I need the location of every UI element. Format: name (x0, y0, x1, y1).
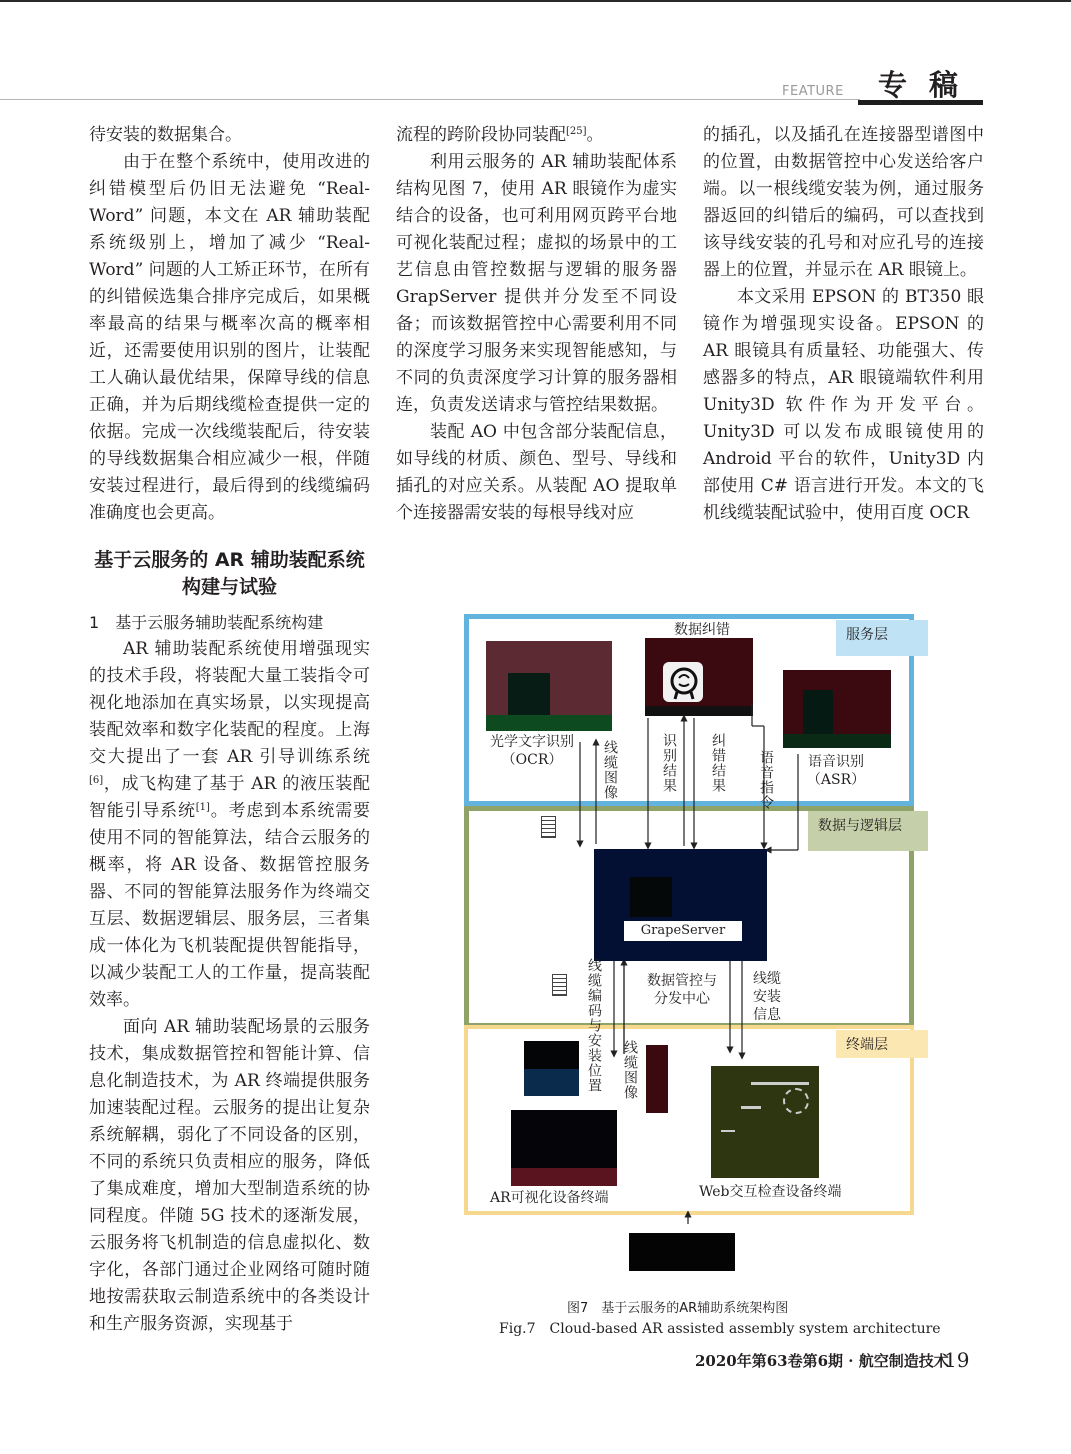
text-run: 。 (586, 125, 604, 145)
footer-journal: 2020年第63卷第6期 · 航空制造技术 (695, 1352, 949, 1370)
data-center-line2: 分发中心 (654, 991, 710, 1007)
text-column-2 (396, 122, 677, 527)
subsection-title (89, 609, 370, 636)
section-title: 基于云服务的 AR 辅助装配系统构建与试验 (94, 549, 365, 598)
logic-layer-label: 数据与逻辑层 (808, 811, 928, 851)
web-terminal-label: Web交互检查设备终端 (699, 1184, 842, 1200)
data-center-line1: 数据管控与 (647, 973, 717, 989)
data-correction-label: 数据纠错 (674, 622, 730, 638)
text-run: ，成飞构建了基于 AR 的液压装配智能引导系统 (89, 774, 370, 821)
paragraph: 由于在整个系统中，使用改进的纠错模型后仍旧无法避免 “Real-Word” 问题，本文在 AR 辅助装配系统级别上，增加了减少 “Real-Word” 问题的人工矫正环节，在所有的纠错候选集合排序完成后，如果概率最高的结果与概率次高的概率相近，还需要使用识别的图片，让装配工人确认最优结果，保障导线的信息正确，并为后期线缆检查提供一定的依据。完成一次线缆装配后，待安装的导线数据集合相应减少一根，伴随安装过程进行，最后得到的线缆编码准确度也会更高。 (89, 152, 370, 523)
data-center-label (638, 972, 726, 1008)
text-column-1 (89, 122, 370, 1338)
document-icon (552, 974, 567, 996)
ar-device-image (511, 1110, 617, 1186)
cable-photo-image (646, 1045, 668, 1113)
paragraph: 装配 AO 中包含部分装配信息，如导线的材质、颜色、型号、导线和插孔的对应关系。从装配 AO 提取单个连接器需安装的每根导线对应 (396, 422, 677, 523)
grape-server-image (594, 849, 767, 961)
cable-code-pos-label: 线缆编码与安装位置 (586, 958, 602, 1093)
operator-image (629, 1233, 735, 1271)
ocr-label-line2: （OCR） (501, 752, 563, 768)
cable-image-down-label: 线缆图像 (622, 1040, 638, 1100)
paragraph: 的插孔，以及插孔在连接器型谱图中的位置，由数据管控中心发送给客户端。以一根线缆安装为例，通过服务器返回的纠错后的编码，可以查找到该导线安装的孔号和对应孔号的连接器上的位置，并显示在 AR 眼镜上。 (703, 125, 984, 280)
correction-result-label: 纠错结果 (710, 733, 726, 793)
recognition-result-label: 识别结果 (661, 733, 677, 793)
paragraph: 利用云服务的 AR 辅助装配体系结构见图 7，使用 AR 眼镜作为虚实结合的设备，也可利用网页跨平台地可视化装配过程；虚拟的场景中的工艺信息由管控数据与逻辑的服务器 GrapServer 提供并分发至不同设备；而该数据管控中心需要利用不同的深度学习服务来实现智能感知，与不同的负责深度学习计算的服务器相连，负责发送请求与管控结果数据。 (396, 152, 677, 415)
header-feature: FEATURE (782, 84, 844, 99)
paragraph: 面向 AR 辅助装配场景的云服务技术，集成数据管控和智能计算、信息化制造技术，为 AR 终端提供服务加速装配过程。云服务的提出让复杂系统解耦，弱化了不同设备的区别，不同的系统只负责相应的服务，降低了集成难度，增加大型制造系统的协同程度。伴随 5G 技术的逐渐发展，云服务将飞机制造的信息虚拟化、数字化，各部门通过企业网络可随时随地按需获取云制造系统中的各类设计和生产服务资源，实现基于 (89, 1017, 370, 1334)
terminal-layer-label: 终端层 (836, 1030, 928, 1058)
gear-icon (783, 1088, 809, 1114)
text-column-3 (703, 122, 984, 527)
asr-label-line1: 语音识别 (808, 754, 864, 770)
paragraph (396, 122, 677, 149)
grape-server-label: GrapeServer (624, 921, 742, 941)
ar-glasses-image (524, 1041, 579, 1096)
paragraph: 待安装的数据集合。 (89, 125, 242, 145)
page-number: 19 (944, 1348, 970, 1372)
header-section: 专稿 (878, 68, 981, 102)
service-layer-label: 服务层 (836, 620, 928, 656)
subsection-number: 1 (89, 613, 100, 632)
paragraph (89, 636, 370, 1014)
citation[interactable]: [6] (89, 775, 104, 786)
subsection-text: 基于云服务辅助装配系统构建 (115, 613, 324, 632)
figure-caption-cn: 图7 基于云服务的AR辅助系统架构图 (567, 1301, 789, 1316)
cable-image-up-label: 线缆图像 (602, 740, 618, 800)
text-run: 。考虑到本系统需要使用不同的智能算法，结合云服务的概率，将 AR 设备、数据管控服务器、不同的智能算法服务作为终端交互层、数据逻辑层、服务层，三者集成一体化为飞机装配提供智能指导，以减少装配工人的工作量，提高装配效率。 (89, 801, 371, 1010)
text-run: AR 辅助装配系统使用增强现实的技术手段，将装配大量工装指令可视化地添加在真实场景，以实现提高装配效率和数字化装配的程度。上海交大提出了一套 AR 引导训练系统 (89, 639, 370, 767)
ar-terminal-label: AR可视化设备终端 (490, 1190, 609, 1206)
text-run: 流程的跨阶段协同装配 (396, 125, 566, 145)
citation[interactable]: [25] (566, 126, 587, 137)
web-terminal-image (711, 1066, 819, 1178)
top-border (0, 0, 1071, 2)
document-icon (541, 816, 556, 838)
citation[interactable]: [1] (195, 802, 210, 813)
header-rule (0, 99, 860, 100)
paragraph: 本文采用 EPSON 的 BT350 眼镜作为增强现实设备。EPSON 的 AR 眼镜具有质量轻、功能强大、传感器多的特点，AR 眼镜端软件利用 Unity3D 软件作为开发平台。Unity3D 可以发布成眼镜使用的 Android 平台的软件，Unity3D 内部使用 C# 语言进行开发。本文的飞机线缆装配试验中，使用百度 OCR (703, 287, 984, 523)
figure-caption-en: Fig.7 Cloud-based AR assisted assembly system architecture (499, 1321, 941, 1337)
ocr-label-line1: 光学文字识别 (490, 734, 574, 750)
asr-label-line2: （ASR） (806, 772, 866, 788)
voice-command-label: 语音指令 (758, 750, 774, 810)
cable-install-info-label: 线缆安装信息 (753, 971, 781, 1023)
